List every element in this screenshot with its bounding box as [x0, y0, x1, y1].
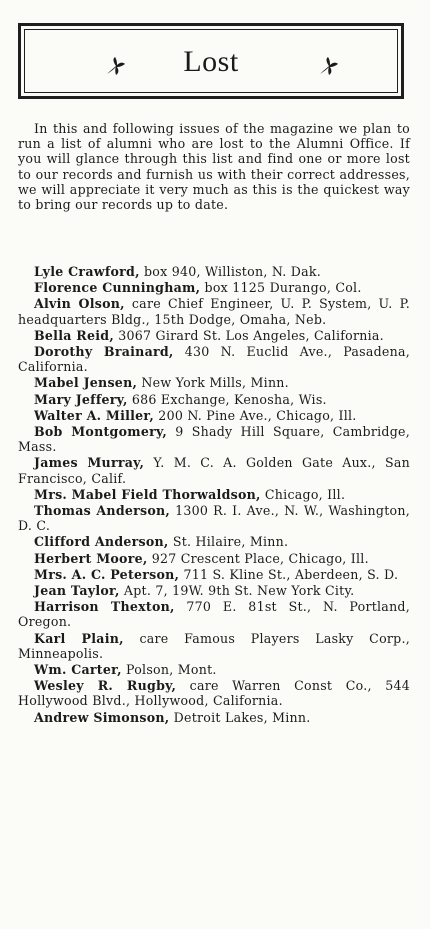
alumnus-name: Jean Taylor, — [34, 583, 120, 599]
list-item — [18, 503, 410, 533]
alumnus-name: Bob Montgomery, — [34, 424, 167, 440]
intro-paragraph: In this and following issues of the magazine we plan to run a list of alumni who are lost to the Alumni Office. If you will glance through this list and find one or more lost to our records and furnish us with their correct addresses, we will appreciate it very much as this is the quickest way to bring our records up to date. — [18, 121, 410, 213]
list-item — [18, 567, 410, 582]
alumnus-name: Andrew Simonson, — [34, 709, 170, 725]
alumnus-address: Chicago, Ill. — [260, 486, 346, 502]
alumnus-address: box 1125 Durango, Col. — [200, 280, 362, 296]
list-item — [18, 264, 410, 279]
list-item — [18, 551, 410, 566]
alumnus-name: James Murray, — [34, 455, 145, 471]
alumnus-name: Florence Cunningham, — [34, 280, 201, 296]
alumnus-name: Clifford Anderson, — [34, 534, 169, 550]
alumnus-name: Karl Plain, — [34, 630, 124, 646]
list-item — [18, 662, 410, 677]
alumnus-address: 9 Shady Hill Square, Cambridge, Mass. — [18, 424, 410, 455]
alumnus-name: Lyle Crawford, — [34, 264, 140, 279]
alumnus-address: care Warren Const Co., 544 Hollywood Blvd., Hollywood, California. — [18, 678, 410, 709]
list-item — [18, 280, 410, 295]
alumnus-address: 1300 R. I. Ave., N. W., Washington, D. C. — [18, 503, 410, 534]
list-item — [18, 599, 410, 629]
page-title: Lost — [183, 45, 239, 78]
alumnus-name: Wesley R. Rugby, — [34, 678, 177, 694]
list-item — [18, 296, 410, 326]
alumnus-address: box 940, Williston, N. Dak. — [139, 264, 322, 279]
fleuron-icon — [317, 54, 341, 78]
alumnus-name: Harrison Thexton, — [34, 599, 175, 615]
alumnus-address: 711 S. Kline St., Aberdeen, S. D. — [179, 566, 399, 582]
list-item — [18, 487, 410, 502]
alumnus-address: 3067 Girard St. Los Angeles, California. — [113, 327, 384, 343]
list-item — [18, 534, 410, 549]
list-item — [18, 424, 410, 454]
alumnus-name: Mabel Jensen, — [34, 375, 138, 391]
list-item — [18, 344, 410, 374]
alumnus-name: Mary Jeffery, — [34, 391, 128, 407]
alumnus-address: St. Hilaire, Minn. — [168, 534, 289, 550]
alumnus-name: Thomas Anderson, — [34, 503, 171, 519]
list-item — [18, 710, 410, 725]
alumnus-address: Detroit Lakes, Minn. — [169, 709, 311, 725]
alumnus-name: Wm. Carter, — [34, 662, 122, 678]
alumnus-name: Mrs. Mabel Field Thorwaldson, — [34, 486, 261, 502]
list-item — [18, 631, 410, 661]
alumnus-address: Apt. 7, 19W. 9th St. New York City. — [119, 583, 355, 599]
list-item — [18, 328, 410, 343]
alumnus-name: Herbert Moore, — [34, 550, 148, 566]
list-item — [18, 583, 410, 598]
alumnus-address: 430 N. Euclid Ave., Pasadena, California. — [18, 344, 410, 375]
list-item — [18, 392, 410, 407]
alumnus-name: Mrs. A. C. Peterson, — [34, 566, 180, 582]
alumnus-address: 200 N. Pine Ave., Chicago, Ill. — [154, 407, 357, 423]
alumnus-name: Walter A. Miller, — [34, 407, 155, 423]
title-box — [18, 23, 404, 99]
lost-alumni-list — [18, 264, 410, 726]
alumnus-name: Bella Reid, — [34, 327, 114, 343]
alumnus-name: Dorothy Brainard, — [34, 344, 174, 360]
alumnus-address: 686 Exchange, Kenosha, Wis. — [127, 391, 327, 407]
list-item — [18, 375, 410, 390]
alumnus-name: Alvin Olson, — [34, 296, 125, 312]
list-item — [18, 455, 410, 485]
alumnus-address: Polson, Mont. — [121, 662, 217, 678]
alumnus-address: care Chief Engineer, U. P. System, U. P. headquarters Bldg., 15th Dodge, Omaha, Neb. — [18, 296, 411, 327]
alumnus-address: Y. M. C. A. Golden Gate Aux., San Francisco, Calif. — [18, 455, 410, 486]
alumnus-address: New York Mills, Minn. — [137, 375, 289, 391]
fleuron-icon — [104, 54, 128, 78]
alumnus-address: 927 Crescent Place, Chicago, Ill. — [147, 550, 369, 566]
alumnus-address: care Famous Players Lasky Corp., Minneapolis. — [18, 630, 410, 661]
list-item — [18, 408, 410, 423]
list-item — [18, 678, 410, 708]
alumnus-address: 770 E. 81st St., N. Portland, Oregon. — [18, 599, 410, 630]
